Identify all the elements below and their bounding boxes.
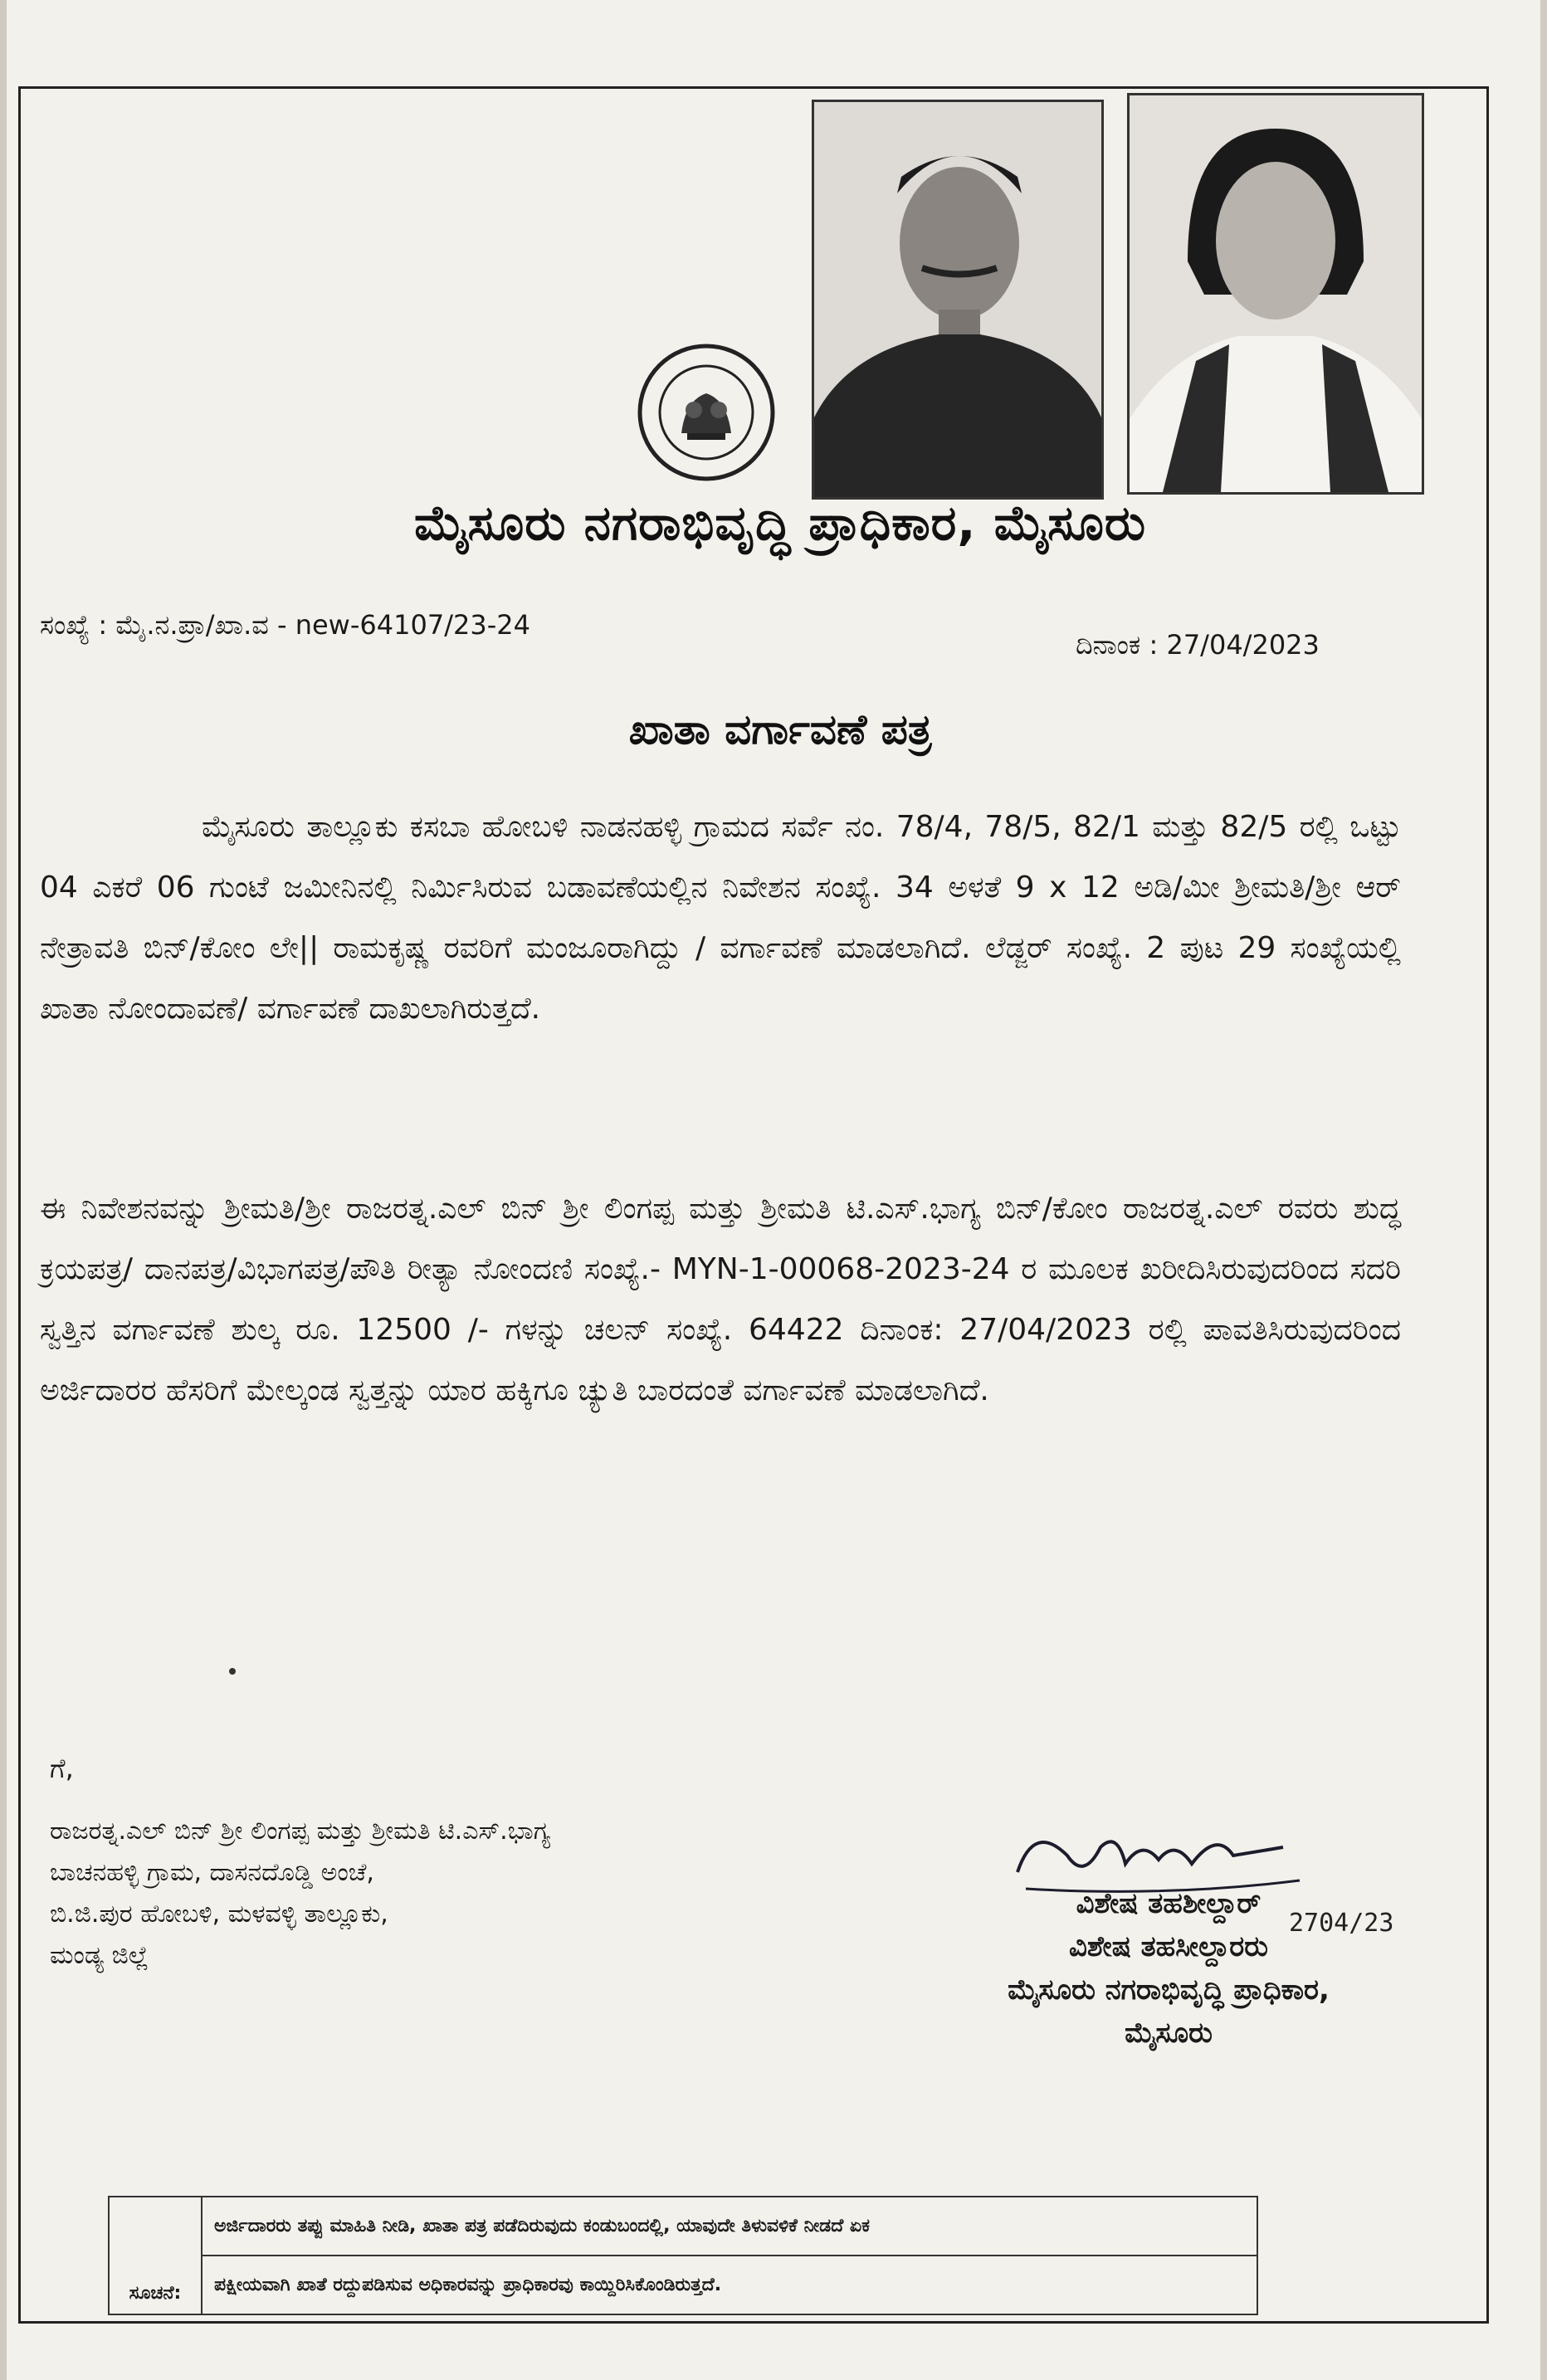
applicant-photo-male <box>812 100 1104 500</box>
issue-date: ದಿನಾಂಕ : 27/04/2023 <box>1076 629 1320 661</box>
paragraph-property-details: ಮೈಸೂರು ತಾಲ್ಲೂಕು ಕಸಬಾ ಹೋಬಳಿ ನಾಡನಹಳ್ಳಿ ಗ್ರಾಮದ ಸರ್ವೆ ನಂ. 78/4, 78/5, 82/1 ಮತ್ತು 82/5 ರಲ್ಲಿ ಒಟ್ಟು 04 ಎಕರೆ 06 ಗುಂಟೆ ಜಮೀನಿನಲ್ಲಿ ನಿರ್ಮಿಸಿರುವ ಬಡಾವಣೆಯಲ್ಲಿನ ನಿವೇಶನ ಸಂಖ್ಯೆ. 34 ಅಳತೆ 9 x 12 ಅಡಿ/ಮೀ ಶ್ರೀಮತಿ/ಶ್ರೀ ಆರ್ ನೇತ್ರಾವತಿ ಬಿನ್/ಕೋಂ ಲೇ|| ರಾಮಕೃಷ್ಣ ರವರಿಗೆ ಮಂಜೂರಾಗಿದ್ದು / ವರ್ಗಾವಣೆ ಮಾಡಲಾಗಿದೆ. ಲೆಡ್ಜರ್ ಸಂಖ್ಯೆ. 2 ಪುಟ 29 ಸಂಖ್ಯೆಯಲ್ಲಿ ಖಾತಾ ನೋಂದಾವಣೆ/ ವರ್ಗಾವಣೆ ದಾಖಲಾಗಿರುತ್ತದೆ. <box>40 810 1401 1026</box>
address-line: ಮಂಡ್ಯ ಜಿಲ್ಲೆ <box>50 1941 149 1970</box>
authority-heading: ಮೈಸೂರು ನಗರಾಭಿವೃದ್ಧಿ ಪ್ರಾಧಿಕಾರ, ಮೈಸೂರು <box>413 495 1147 551</box>
notice-line: ಪಕ್ಷೀಯವಾಗಿ ಖಾತೆ ರದ್ದುಪಡಿಸುವ ಅಧಿಕಾರವನ್ನು ಪ್ರಾಧಿಕಾರವು ಕಾಯ್ದಿರಿಸಿಕೊಂಡಿರುತ್ತದೆ. <box>203 2255 1257 2314</box>
authority-seal <box>636 342 777 483</box>
emblem-icon <box>636 342 777 483</box>
ink-speck <box>229 1668 236 1675</box>
reference-number: ಸಂಖ್ಯೆ : ಮೈ.ನ.ಪ್ರಾ/ಖಾ.ವ - new-64107/23-24 <box>40 609 530 641</box>
paragraph-transfer-details: ಈ ನಿವೇಶನವನ್ನು ಶ್ರೀಮತಿ/ಶ್ರೀ ರಾಜರತ್ನ.ಎಲ್ ಬಿನ್ ಶ್ರೀ ಲಿಂಗಪ್ಪ ಮತ್ತು ಶ್ರೀಮತಿ ಟಿ.ಎಸ್.ಭಾಗ್ಯ ಬಿನ್/ಕೋಂ ರಾಜರತ್ನ.ಎಲ್ ರವರು ಶುದ್ಧ ಕ್ರಯಪತ್ರ/ ದಾನಪತ್ರ/ವಿಭಾಗಪತ್ರ/ಪೌತಿ ರೀತ್ಯಾ ನೋಂದಣಿ ಸಂಖ್ಯೆ.- MYN-1-00068-2023-24 ರ ಮೂಲಕ ಖರೀದಿಸಿರುವುದರಿಂದ ಸದರಿ ಸ್ವತ್ತಿನ ವರ್ಗಾವಣೆ ಶುಲ್ಕ ರೂ. 12500 /- ಗಳನ್ನು ಚಲನ್ ಸಂಖ್ಯೆ. 64422 ದಿನಾಂಕ: 27/04/2023 ರಲ್ಲಿ ಪಾವತಿಸಿರುವುದರಿಂದ ಅರ್ಜಿದಾರರ ಹೆಸರಿಗೆ ಮೇಲ್ಕಂಡ ಸ್ವತ್ತನ್ನು ಯಾರ ಹಕ್ಕಿಗೂ ಚ್ಯುತಿ ಬಾರದಂತೆ ವರ್ಗಾವಣೆ ಮಾಡಲಾಗಿದೆ. <box>40 1192 1401 1407</box>
signatory-office: ಮೈಸೂರು ನಗರಾಭಿವೃದ್ಧಿ ಪ್ರಾಧಿಕಾರ, <box>1008 1973 1330 2007</box>
recipient-address <box>50 1748 730 1977</box>
signature-date: 2704/23 <box>1289 1909 1394 1938</box>
signatory-designation: ವಿಶೇಷ ತಹಶೀಲ್ದಾರ್ <box>1076 1887 1262 1920</box>
document-title: ಖಾತಾ ವರ್ಗಾವಣೆ ಪತ್ರ <box>628 705 932 754</box>
notice-body <box>203 2197 1257 2314</box>
notice-line: ಅರ್ಜಿದಾರರು ತಪ್ಪು ಮಾಹಿತಿ ನೀಡಿ, ಖಾತಾ ಪತ್ರ ಪಡೆದಿರುವುದು ಕಂಡುಬಂದಲ್ಲಿ, ಯಾವುದೇ ತಿಳುವಳಿಕೆ ನೀಡದೆ ಏಕ <box>214 2216 871 2236</box>
applicant-photo-female <box>1127 93 1424 495</box>
document-page <box>7 0 1540 2380</box>
address-line: ರಾಜರತ್ನ.ಎಲ್ ಬಿನ್ ಶ್ರೀ ಲಿಂಗಪ್ಪ ಮತ್ತು ಶ್ರೀಮತಿ ಟಿ.ಎಸ್.ಭಾಗ್ಯ <box>50 1817 551 1846</box>
notice-label: ಸೂಚನೆ: <box>110 2197 203 2314</box>
signatory-block <box>886 1882 1451 2055</box>
address-line: ಬಿ.ಜಿ.ಪುರ ಹೋಬಳಿ, ಮಳವಳ್ಳಿ ತಾಲ್ಲೂಕು, <box>50 1900 388 1929</box>
signatory-city: ಮೈಸೂರು <box>1125 2017 1213 2050</box>
address-line: ಬಾಚನಹಳ್ಳಿ ಗ್ರಾಮ, ದಾಸನದೊಡ್ಡಿ ಅಂಚೆ, <box>50 1858 374 1887</box>
notice-box <box>108 2196 1258 2315</box>
address-salutation: ಗೆ, <box>50 1753 74 1784</box>
signatory-designation-stamp: ವಿಶೇಷ ತಹಸೀಲ್ದಾರರು <box>1068 1930 1268 1963</box>
